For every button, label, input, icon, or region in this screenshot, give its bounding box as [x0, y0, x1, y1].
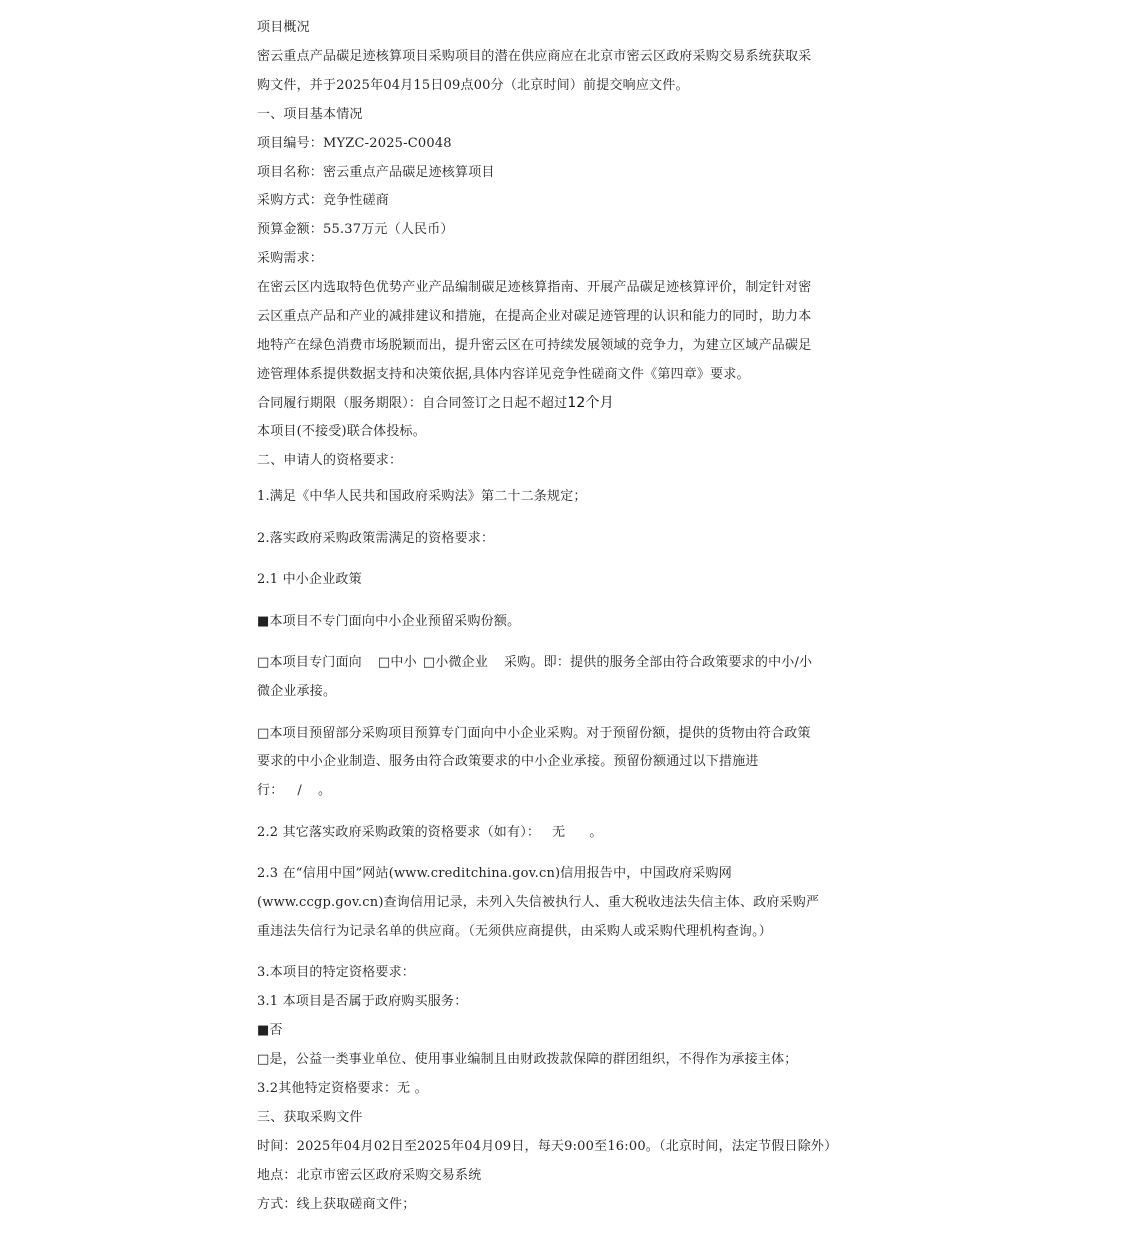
obtain-method: 方式：线上获取磋商文件；: [257, 1197, 416, 1212]
unchecked-box-icon: □: [257, 1052, 270, 1067]
requirement-3-1: 3.1 本项目是否属于政府购买服务：: [257, 994, 468, 1009]
unchecked-box-icon: □: [257, 655, 270, 670]
budget-amount: 预算金额：55.37万元（人民币）: [257, 222, 454, 237]
contract-period: [257, 394, 614, 413]
sme-sub-option-label: 小微企业: [435, 655, 489, 670]
obtain-time: 时间：2025年04月02日至2025年04月09日，每天9:00至16:00。（北京时间，法定节假日除外）: [257, 1139, 838, 1154]
measures-value: /: [297, 783, 302, 798]
requirement-2-2-value: 无: [552, 825, 566, 840]
unchecked-box-icon: □: [257, 726, 270, 741]
sme-option-dedicated: [257, 654, 812, 672]
requirement-3: 3.本项目的特定资格要求：: [257, 965, 416, 980]
checked-box-icon: ■: [257, 614, 270, 629]
requirement-2-3-line: (www.ccgp.gov.cn)查询信用记录，未列入失信被执行人、重大税收违法失信主体、政府采购严: [257, 895, 820, 910]
sme-option-label: 本项目专门面向: [269, 655, 362, 670]
project-number: 项目编号：MYZC-2025-C0048: [257, 136, 452, 151]
section-heading-qualifications: 二、申请人的资格要求：: [257, 453, 403, 468]
contract-period-value: 12个月: [567, 395, 614, 411]
sme-option-measures: [257, 782, 331, 800]
requirement-3-2: 3.2其他特定资格要求：无 。: [257, 1081, 428, 1096]
contract-period-label: 合同履行期限（服务期限）：自合同签订之日起不超过: [257, 396, 568, 411]
requirements-text-line: 在密云区内选取特色优势产业产品编制碳足迹核算指南、开展产品碳足迹核算评价，制定针对密: [257, 280, 812, 295]
requirement-1: 1.满足《中华人民共和国政府采购法》第二十二条规定；: [257, 489, 587, 504]
project-name: 项目名称：密云重点产品碳足迹核算项目: [257, 165, 495, 180]
obtain-location: 地点：北京市密云区政府采购交易系统: [257, 1168, 482, 1183]
sme-option-text-line: 微企业承接。: [257, 684, 337, 699]
intro-text-line: 密云重点产品碳足迹核算项目采购项目的潜在供应商应在北京市密云区政府采购交易系统获取采: [257, 49, 812, 64]
procurement-method: 采购方式：竞争性磋商: [257, 193, 390, 208]
section-heading-basic-info: 一、项目基本情况: [257, 107, 363, 122]
sme-option-text: 采购。即：提供的服务全部由符合政策要求的中小/小: [504, 655, 813, 670]
requirements-text-line: 迹管理体系提供数据支持和决策依据,具体内容详见竞争性磋商文件《第四章》要求。: [257, 367, 750, 382]
sme-sub-option-label: 中小: [390, 655, 417, 670]
requirement-2-3-line: 2.3 在“信用中国”网站(www.creditchina.gov.cn)信用报告中，中国政府采购网: [257, 866, 732, 881]
gov-service-option-no: [257, 1022, 283, 1040]
requirement-2-1: 2.1 中小企业政策: [257, 572, 362, 587]
requirement-2-2-period: 。: [589, 825, 603, 840]
measures-period: 。: [318, 783, 332, 798]
sme-option-label: 本项目不专门面向中小企业预留采购份额。: [269, 614, 521, 629]
unchecked-box-icon: □: [422, 655, 436, 670]
requirement-2-2: [257, 824, 603, 842]
overview-heading: 项目概况: [257, 20, 310, 35]
unchecked-box-icon: □: [377, 655, 391, 670]
requirement-2-3-line: 重违法失信行为记录名单的供应商。（无须供应商提供，由采购人或采购代理机构查询。）: [257, 924, 773, 939]
requirements-label: 采购需求：: [257, 251, 324, 266]
gov-service-no-label: 否: [269, 1023, 283, 1038]
checked-box-icon: ■: [257, 1023, 270, 1038]
measures-label: 行：: [257, 783, 284, 798]
consortium-statement: 本项目(不接受)联合体投标。: [257, 424, 426, 439]
sme-option-label: 本项目预留部分采购项目预算专门面向中小企业采购。对于预留份额，提供的货物由符合政策: [269, 726, 811, 741]
gov-service-option-yes: [257, 1051, 798, 1069]
section-heading-obtain-documents: 三、获取采购文件: [257, 1110, 363, 1125]
sme-option-not-reserved: [257, 613, 520, 631]
sme-option-text-line: 要求的中小企业制造、服务由符合政策要求的中小企业承接。预留份额通过以下措施进: [257, 754, 759, 769]
requirement-2-2-label: 2.2 其它落实政府采购政策的资格要求（如有）：: [257, 825, 541, 840]
requirement-2: 2.落实政府采购政策需满足的资格要求：: [257, 531, 495, 546]
requirements-text-line: 地特产在绿色消费市场脱颖而出，提升密云区在可持续发展领域的竞争力，为建立区域产品碳足: [257, 338, 812, 353]
intro-text-line: 购文件，并于2025年04月15日09点00分（北京时间）前提交响应文件。: [257, 78, 689, 93]
gov-service-yes-label: 是，公益一类事业单位、使用事业编制且由财政拨款保障的群团组织，不得作为承接主体；: [269, 1052, 798, 1067]
requirements-text-line: 云区重点产品和产业的减排建议和措施，在提高企业对碳足迹管理的认识和能力的同时，助力本: [257, 309, 812, 324]
sme-option-partial-reserve: [257, 725, 811, 743]
